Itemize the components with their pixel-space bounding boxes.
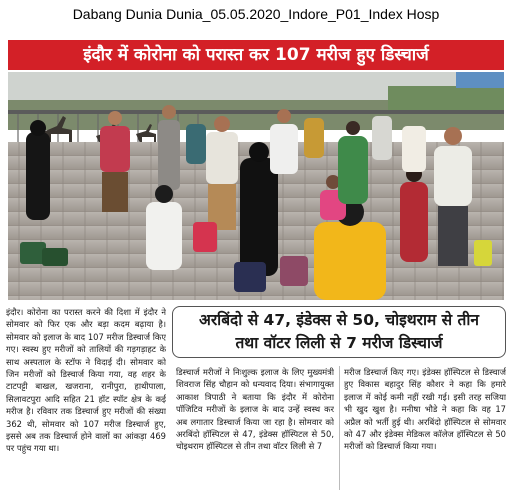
- news-photo: [8, 72, 504, 300]
- subheadline-line-1: अरबिंदो से 47, इंडेक्स से 50, चोइथराम से तीन: [199, 311, 479, 329]
- headline-banner: इंदौर में कोरोना को परास्त कर 107 मरीज हुए डिस्चार्ज: [8, 40, 504, 70]
- subheadline-box: [172, 306, 506, 358]
- subheadline-line-2: तथा वॉटर लिली से 7 मरीज डिस्चार्ज: [235, 334, 443, 352]
- page-caption: Dabang Dunia Dunia_05.05.2020_Indore_P01_Index Hosp: [72, 6, 440, 22]
- article-body-right: मरीज डिस्चार्ज किए गए। इंडेक्स हॉस्पिटल से डिस्चार्ज हुए विकास बहादुर सिंह कौशर ने कहा कि हमारे इलाज में कोई कमी नहीं रखी गई। इसी तरह सजिया भी खुद खुश है। मनीषा भौडे ने कहा कि वह 17 अप्रैल को भर्ती हुई थी। अरबिंदो हॉस्पिटल से सोमवार को 47 और इंडेक्स मेडिकल कॉलेज हॉस्पिटल से 50 मरीजों को डिस्चार्ज किया गया।: [344, 367, 506, 452]
- article-body-middle: डिस्चार्ज मरीजों ने निःशुल्क इलाज के लिए मुख्यमंत्री शिवराज सिंह चौहान को धन्यवाद दिया। संभागायुक्त आकाश त्रिपाठी ने बताया कि इंदौर में कोरोना पॉजिटिव मरीजों के इलाज के बाद उन्हें स्वस्थ कर अब लगातार डिस्चार्ज किया जा रहा है। सोमवार को अरबिंदो हॉस्पिटल से 47, इंडेक्स हॉस्पिटल से 50, चोइथराम हॉस्पिटल से तीन तथा वॉटर लिली से 7: [176, 367, 334, 452]
- crowd-photo-illustration: [8, 72, 504, 300]
- column-divider: [339, 366, 340, 490]
- article-body-left: इंदौर। कोरोना का परास्त करने की दिशा में इंदौर ने सोमवार को फिर एक और बड़ा कदम बढ़ाया है। सोमवार को इलाज के बाद 107 मरीज डिस्चार्ज किए गए। स्वस्थ हुए मरीजों को तालियों की गड़गड़ाहट के साथ अस्पताल के स्टॉफ ने विदाई दी। सोमवार को जिन मरीजों को डिस्चार्ज किया गया, वह शहर के टाटपट्टी बाखल, खजराना, रानीपुरा, हाथीपाला, सिलावटपुरा आदि सहित 21 हॉट स्पॉट क्षेत्र के कई मरीज है। रविवार तक डिस्चार्ज हुए मरीजों की संख्या 362 थी, सोमवार को 107 मरीज डिस्चार्ज हुए, इससे अब तक डिस्चार्ज होने वालों का आंकड़ा 469 पर पहुंच गया था।: [6, 307, 166, 454]
